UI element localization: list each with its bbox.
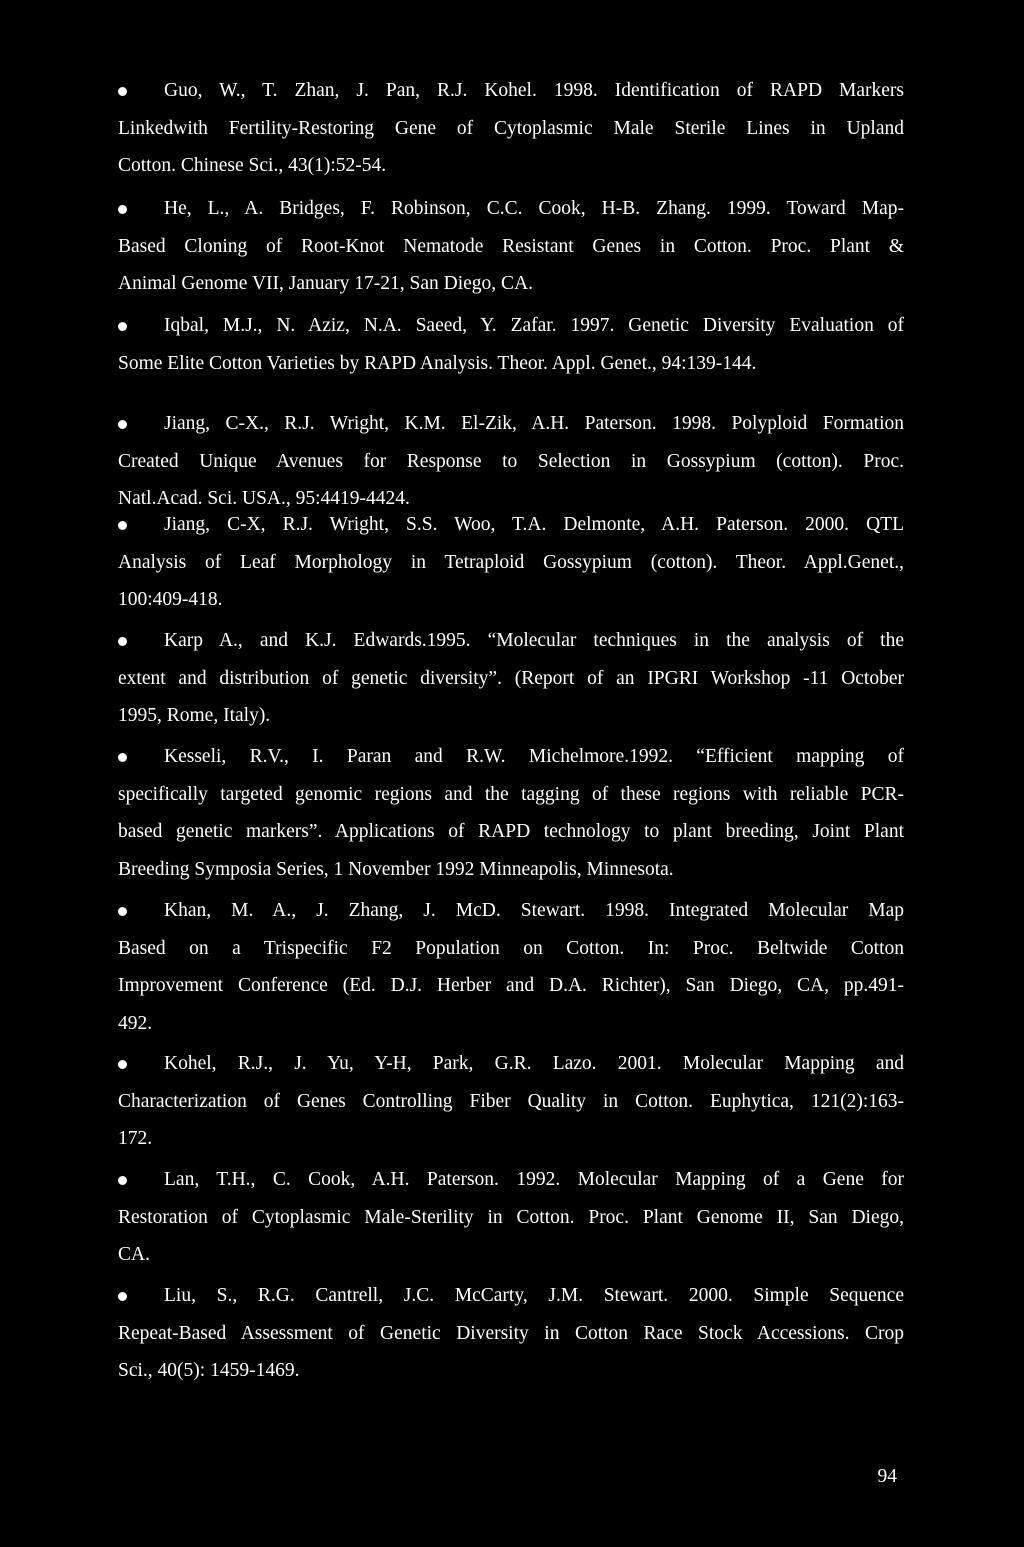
reference-text: Characterization of Genes Controlling Fiber Quality in Cotton. Euphytica, 121(2):163- <box>118 1090 904 1112</box>
reference-line <box>118 228 904 266</box>
reference-line <box>118 813 904 851</box>
reference-line <box>118 776 904 814</box>
reference-line <box>118 544 904 582</box>
bullet-icon <box>118 521 127 530</box>
reference-entry <box>118 506 904 619</box>
reference-text: Some Elite Cotton Varieties by RAPD Analysis. Theor. Appl. Genet., 94:139-144. <box>118 352 757 374</box>
reference-first-line <box>118 1277 904 1315</box>
reference-text: Sci., 40(5): 1459-1469. <box>118 1360 300 1381</box>
bullet-icon <box>118 322 127 331</box>
reference-text: Jiang, C-X., R.J. Wright, K.M. El-Zik, A.H. Paterson. 1998. Polyploid Formation <box>164 413 904 434</box>
reference-entry <box>118 405 904 518</box>
reference-line <box>118 1352 904 1390</box>
reference-line <box>118 147 904 185</box>
reference-text: 1995, Rome, Italy). <box>118 705 271 726</box>
reference-text: extent and distribution of genetic diversity”. (Report of an IPGRI Workshop -11 October <box>118 667 904 689</box>
reference-first-line <box>118 892 904 930</box>
reference-entry <box>118 738 904 888</box>
reference-first-line <box>118 72 904 110</box>
reference-first-line <box>118 506 904 544</box>
reference-text: Improvement Conference (Ed. D.J. Herber and D.A. Richter), San Diego, CA, pp.491- <box>118 975 904 996</box>
reference-text: Based on a Trispecific F2 Population on Cotton. In: Proc. Beltwide Cotton <box>118 937 904 959</box>
reference-entry <box>118 1161 904 1274</box>
reference-text: Repeat-Based Assessment of Genetic Diversity in Cotton Race Stock Accessions. Crop <box>118 1322 904 1344</box>
reference-text: Cotton. Chinese Sci., 43(1):52-54. <box>118 155 387 176</box>
reference-text: Jiang, C-X, R.J. Wright, S.S. Woo, T.A. Delmonte, A.H. Paterson. 2000. QTL <box>164 514 904 535</box>
reference-text: 492. <box>118 1012 153 1034</box>
reference-text: Breeding Symposia Series, 1 November 1992 Minneapolis, Minnesota. <box>118 858 674 880</box>
reference-text: 172. <box>118 1128 153 1149</box>
reference-entry <box>118 622 904 735</box>
reference-entry <box>118 892 904 1042</box>
reference-line <box>118 1083 904 1121</box>
reference-line <box>118 930 904 968</box>
reference-text: Karp A., and K.J. Edwards.1995. “Molecular techniques in the analysis of the <box>164 630 904 651</box>
reference-text: Animal Genome VII, January 17-21, San Diego, CA. <box>118 273 534 294</box>
bullet-icon <box>118 907 127 916</box>
bullet-icon <box>118 1292 127 1301</box>
reference-text: Khan, M. A., J. Zhang, J. McD. Stewart. 1998. Integrated Molecular Map <box>164 900 904 921</box>
bullet-icon <box>118 1060 127 1069</box>
reference-text: Kohel, R.J., J. Yu, Y-H, Park, G.R. Lazo. 2001. Molecular Mapping and <box>164 1053 904 1074</box>
bullet-icon <box>118 205 127 214</box>
reference-line <box>118 443 904 481</box>
reference-line <box>118 1315 904 1353</box>
reference-line <box>118 1236 904 1274</box>
reference-text: based genetic markers”. Applications of RAPD technology to plant breeding, Joint Plant <box>118 821 904 842</box>
reference-text: Liu, S., R.G. Cantrell, J.C. McCarty, J.M. Stewart. 2000. Simple Sequence <box>164 1285 904 1306</box>
reference-text: Analysis of Leaf Morphology in Tetraploid Gossypium (cotton). Theor. Appl.Genet., <box>118 551 904 573</box>
reference-line <box>118 1199 904 1237</box>
reference-line <box>118 110 904 148</box>
reference-text: Lan, T.H., C. Cook, A.H. Paterson. 1992. Molecular Mapping of a Gene for <box>164 1169 904 1190</box>
reference-first-line <box>118 1161 904 1199</box>
reference-first-line <box>118 738 904 776</box>
reference-text: Restoration of Cytoplasmic Male-Sterility in Cotton. Proc. Plant Genome II, San Diego, <box>118 1206 904 1228</box>
reference-text: Linkedwith Fertility-Restoring Gene of Cytoplasmic Male Sterile Lines in Upland <box>118 117 904 139</box>
reference-line <box>118 1005 904 1043</box>
reference-line <box>118 581 904 619</box>
bullet-icon <box>118 753 127 762</box>
reference-entry <box>118 190 904 303</box>
reference-first-line <box>118 1045 904 1083</box>
bullet-icon <box>118 1176 127 1185</box>
reference-text: Kesseli, R.V., I. Paran and R.W. Michelmore.1992. “Efficient mapping of <box>164 746 904 767</box>
reference-line <box>118 265 904 303</box>
reference-entry <box>118 307 904 382</box>
reference-text: Created Unique Avenues for Response to Selection in Gossypium (cotton). Proc. <box>118 450 904 472</box>
reference-first-line <box>118 405 904 443</box>
reference-text: 100:409-418. <box>118 589 223 610</box>
page-number: 94 <box>877 1466 897 1487</box>
reference-line <box>118 1120 904 1158</box>
reference-text: specifically targeted genomic regions and the tagging of these regions with reliable PCR- <box>118 783 904 805</box>
reference-first-line <box>118 190 904 228</box>
reference-text: Guo, W., T. Zhan, J. Pan, R.J. Kohel. 1998. Identification of RAPD Markers <box>164 80 904 101</box>
reference-text: Based Cloning of Root-Knot Nematode Resistant Genes in Cotton. Proc. Plant & <box>118 235 904 257</box>
reference-text: Iqbal, M.J., N. Aziz, N.A. Saeed, Y. Zafar. 1997. Genetic Diversity Evaluation of <box>164 315 904 336</box>
reference-line <box>118 697 904 735</box>
reference-entry <box>118 72 904 185</box>
reference-first-line <box>118 622 904 660</box>
reference-first-line <box>118 307 904 345</box>
reference-line <box>118 345 904 383</box>
bullet-icon <box>118 637 127 646</box>
reference-line <box>118 660 904 698</box>
reference-line <box>118 967 904 1005</box>
bullet-icon <box>118 420 127 429</box>
reference-text: CA. <box>118 1244 150 1265</box>
reference-entry <box>118 1045 904 1158</box>
reference-line <box>118 851 904 889</box>
reference-text: Natl.Acad. Sci. USA., 95:4419-4424. <box>118 488 410 509</box>
bullet-icon <box>118 87 127 96</box>
reference-entry <box>118 1277 904 1390</box>
reference-text: He, L., A. Bridges, F. Robinson, C.C. Cook, H-B. Zhang. 1999. Toward Map- <box>164 198 904 219</box>
